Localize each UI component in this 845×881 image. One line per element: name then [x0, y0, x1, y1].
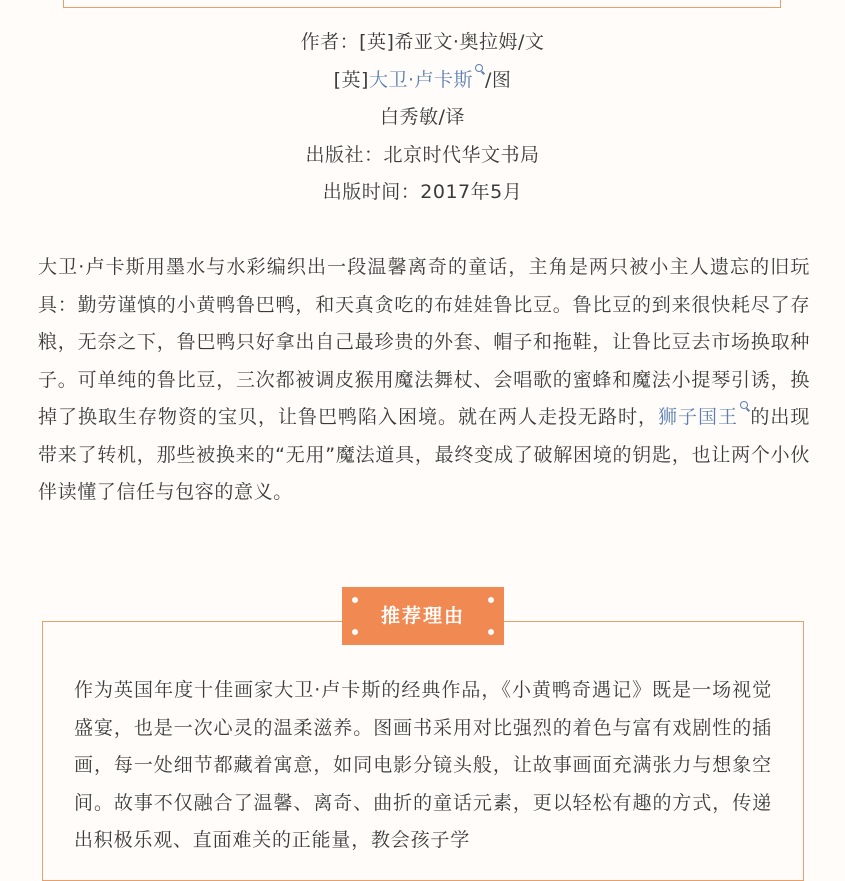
publisher-line: 出版社：北京时代华文书局 [305, 143, 540, 166]
decorative-dot [488, 597, 494, 603]
translator-line: 白秀敏/译 [380, 106, 465, 128]
decorative-dot [352, 597, 358, 603]
book-info [0, 24, 845, 212]
book-description [38, 249, 810, 512]
recommendation-tag-label: 推荐理由 [380, 605, 465, 627]
illustrator-link[interactable]: 大卫·卢卡斯 [368, 68, 473, 91]
description-text-part2: 的出现带来了转机，那些被换来的“无用”魔法道具，最终变成了破解困境的钥匙，也让两个小伙伴读懂了信任与包容的意义。 [38, 406, 810, 503]
description-text-part1: 大卫·卢卡斯用墨水与水彩编织出一段温馨离奇的童话，主角是两只被小主人遗忘的旧玩具：勤劳谨慎的小黄鸭鲁巴鸭，和天真贪吃的布娃娃鲁比豆。鲁比豆的到来很快耗尽了存粮，无奈之下，鲁巴鸭只好拿出自己最珍贵的外套、帽子和拖鞋，让鲁比豆去市场换取种子。可单纯的鲁比豆，三次都被调皮猴用魔法舞杖、会唱歌的蜜蜂和魔法小提琴引诱，换掉了换取生存物资的宝贝，让鲁巴鸭陷入困境。就在两人走投无路时， [38, 256, 810, 428]
search-icon[interactable] [740, 401, 750, 415]
illustrator-suffix: /图 [484, 68, 512, 91]
illustrator-prefix: [英] [333, 68, 369, 91]
search-icon[interactable] [475, 64, 485, 78]
illustrator-line [0, 62, 845, 100]
recommendation-tag [342, 587, 504, 645]
decorative-dot [488, 629, 494, 635]
top-frame-border [63, 0, 781, 8]
publish-date-line: 出版时间：2017年5月 [322, 181, 523, 203]
author-line: 作者：[英]希亚文·奥拉姆/文 [300, 31, 545, 53]
lion-king-link[interactable]: 狮子国王 [657, 406, 738, 428]
recommendation-body: 作为英国年度十佳画家大卫·卢卡斯的经典作品，《小黄鸭奇遇记》既是一场视觉盛宴，也是一次心灵的温柔滋养。图画书采用对比强烈的着色与富有戏剧性的插画，每一处细节都藏着寓意，如同电影分镜头般，让故事画面充满张力与想象空间。故事不仅融合了温馨、离奇、曲折的童话元素，更以轻松有趣的方式，传递出积极乐观、直面难关的正能量，教会孩子学 [74, 679, 772, 851]
decorative-dot [352, 629, 358, 635]
